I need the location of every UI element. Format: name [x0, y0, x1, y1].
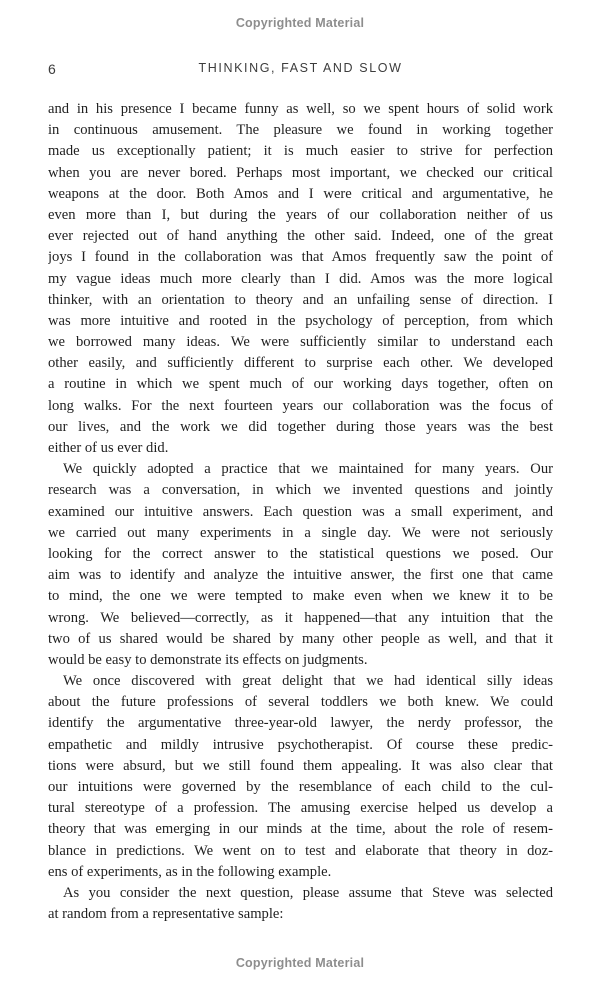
copyright-notice-top: Copyrighted Material — [235, 16, 365, 30]
text-line: two of us shared would be shared by many other people as well, and that it — [48, 630, 553, 647]
text-line: our lives, and the work we did together during those years was the best — [48, 418, 553, 435]
text-line: We once discovered with great delight that we had identical silly ideas — [63, 673, 553, 690]
text-line: when you are never bored. Perhaps most important, we checked our critical — [48, 164, 553, 181]
text-line: tural stereotype of a profession. The amusing exercise helped us develop a — [48, 800, 553, 817]
text-line: in continuous amusement. The pleasure we found in working together — [48, 122, 553, 139]
text-line: about the future professions of several toddlers we both knew. We could — [48, 694, 553, 711]
text-line: theory that was emerging in our minds at the time, about the role of resem- — [48, 821, 553, 838]
running-head: THINKING, FAST AND SLOW — [198, 61, 403, 75]
body-text — [48, 99, 553, 925]
text-line: either of us ever did. — [48, 440, 169, 456]
text-line: blance in predictions. We went on to test and elaborate that theory in doz- — [48, 842, 553, 859]
text-line: would be easy to demonstrate its effects on judgments. — [48, 651, 368, 668]
text-line: We quickly adopted a practice that we maintained for many years. Our — [63, 461, 553, 478]
text-line: ens of experiments, as in the following example. — [48, 863, 332, 880]
text-line: empathetic and mildly intrusive psychotherapist. Of course these predic- — [48, 736, 553, 753]
text-line: joys I found in the collaboration was that Amos frequently saw the point of — [48, 249, 553, 266]
text-line: As you consider the next question, please assume that Steve was selected — [63, 884, 553, 901]
page-number: 6 — [48, 61, 56, 77]
text-line: examined our intuitive answers. Each question was a small experiment, and — [48, 503, 553, 520]
text-line: identify the argumentative three-year-old lawyer, the nerdy professor, the — [48, 715, 553, 732]
text-line: made us exceptionally patient; it is much easier to strive for perfection — [48, 143, 553, 160]
text-line: weapons at the door. Both Amos and I were critical and argumentative, he — [48, 185, 553, 202]
text-line: our intuitions were governed by the resemblance of each child to the cul- — [48, 779, 553, 795]
text-line: even more than I, but during the years of our collaboration neither of us — [48, 206, 553, 223]
text-line: long walks. For the next fourteen years our collaboration was the focus of — [48, 397, 553, 414]
text-line: at random from a representative sample: — [48, 906, 284, 923]
text-line: and in his presence I became funny as well, so we spent hours of solid work — [48, 101, 553, 117]
page-header — [48, 61, 553, 79]
copyright-notice-bottom: Copyrighted Material — [235, 956, 365, 970]
text-line: my vague ideas much more clearly than I did. Amos was the more logical — [48, 270, 553, 287]
text-line: aim was to identify and analyze the intuitive answer, the first one that came — [48, 567, 553, 584]
text-line: other easily, and sufficiently different to surprise each other. We developed — [48, 355, 553, 372]
text-line: to mind, the one we were tempted to make even when we knew it to be — [48, 588, 553, 605]
text-line: wrong. We believed—correctly, as it happened—that any intuition that the — [48, 609, 553, 626]
text-line: was more intuitive and rooted in the psychology of perception, from which — [48, 312, 553, 329]
text-line: we carried out many experiments in a single day. We were not seriously — [48, 524, 553, 541]
text-line: ever rejected out of hand anything the other said. Indeed, one of the great — [48, 228, 553, 245]
text-line: thinker, with an orientation to theory and an unfailing sense of direction. I — [48, 291, 553, 308]
text-line: we borrowed many ideas. We were sufficiently similar to understand each — [48, 334, 553, 351]
text-line: looking for the correct answer to the statistical questions we posed. Our — [48, 545, 553, 562]
text-line: a routine in which we spent much of our working days together, often on — [48, 376, 553, 393]
text-line: research was a conversation, in which we invented questions and jointly — [48, 482, 553, 499]
text-line: tions were absurd, but we still found them appealing. It was also clear that — [48, 757, 553, 774]
